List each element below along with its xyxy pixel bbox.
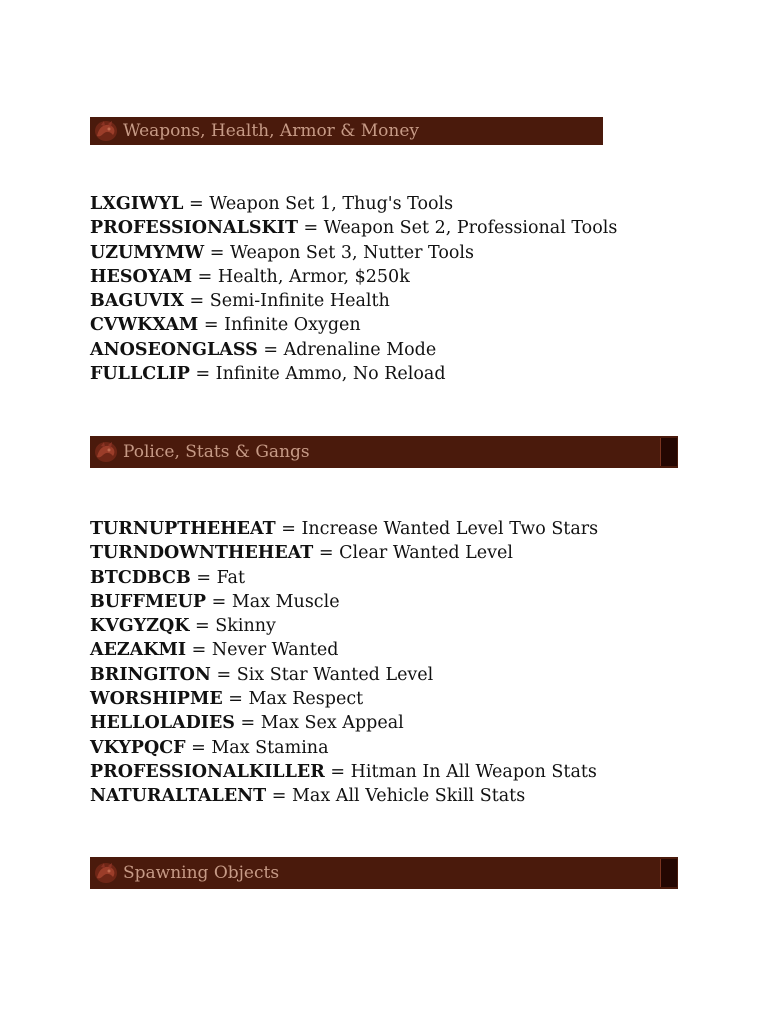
cheat-separator: = xyxy=(234,713,261,734)
cheat-effect: Fat xyxy=(216,567,245,588)
cheat-item xyxy=(90,338,617,362)
cheat-item xyxy=(90,241,617,265)
cheat-separator: = xyxy=(204,242,230,263)
cheat-item xyxy=(90,663,598,687)
cheat-item xyxy=(90,614,598,638)
cheat-separator: = xyxy=(185,737,212,758)
cheat-separator: = xyxy=(198,315,225,336)
cheat-separator: = xyxy=(190,567,217,588)
bar-end-cap xyxy=(660,859,677,887)
cheat-effect: Infinite Oxygen xyxy=(224,315,361,336)
cheat-effect: Increase Wanted Level Two Stars xyxy=(301,519,599,539)
cheat-code: CVWKXAM xyxy=(90,315,199,336)
cheat-code: HELLOLADIES xyxy=(90,713,235,734)
cheat-effect: Skinny xyxy=(215,616,276,637)
cheat-separator: = xyxy=(266,786,293,807)
dragon-emblem-icon xyxy=(91,439,121,465)
cheat-code: FULLCLIP xyxy=(90,364,190,385)
cheat-item xyxy=(90,590,598,614)
bar-end-cap xyxy=(660,438,677,466)
cheat-item xyxy=(90,192,617,216)
cheat-code: AEZAKMI xyxy=(90,640,187,661)
cheat-effect: Health, Armor, $250k xyxy=(217,266,410,287)
cheat-item xyxy=(90,736,598,760)
cheat-effect: Max Muscle xyxy=(231,591,340,612)
section-header-weapons xyxy=(90,117,603,145)
cheat-code: PROFESSIONALKILLER xyxy=(90,761,325,782)
cheat-separator: = xyxy=(313,543,340,564)
section-header-police xyxy=(90,436,678,468)
cheat-separator: = xyxy=(186,640,212,661)
cheat-item xyxy=(90,289,617,313)
cheat-list-weapons xyxy=(90,192,617,386)
cheat-item xyxy=(90,711,598,735)
cheat-code: WORSHIPME xyxy=(90,689,223,710)
cheat-effect: Six Star Wanted Level xyxy=(236,664,434,685)
cheat-effect: Max Stamina xyxy=(211,737,329,758)
section-header-spawning xyxy=(90,857,678,889)
cheat-item xyxy=(90,784,598,808)
cheat-separator: = xyxy=(183,194,210,214)
cheat-code: ANOSEONGLASS xyxy=(90,339,258,360)
cheat-item xyxy=(90,216,617,240)
section-title: Spawning Objects xyxy=(123,863,280,883)
cheat-item xyxy=(90,313,617,337)
cheat-effect: Infinite Ammo, No Reload xyxy=(215,364,446,385)
dragon-emblem-icon xyxy=(91,118,121,144)
cheat-effect: Semi-Infinite Health xyxy=(209,291,390,312)
cheat-code: PROFESSIONALSKIT xyxy=(90,218,298,239)
section-title: Police, Stats & Gangs xyxy=(123,442,310,462)
section-title: Weapons, Health, Armor & Money xyxy=(123,121,420,141)
cheat-separator: = xyxy=(210,664,237,685)
cheat-code: VKYPQCF xyxy=(90,737,186,758)
cheat-effect: Max Sex Appeal xyxy=(260,713,404,734)
cheat-item xyxy=(90,566,598,590)
cheat-code: UZUMYMW xyxy=(90,242,205,263)
cheat-code: HESOYAM xyxy=(90,266,193,287)
cheat-item xyxy=(90,760,598,784)
cheat-separator: = xyxy=(297,218,324,239)
cheat-separator: = xyxy=(222,689,249,710)
cheat-separator: = xyxy=(206,591,232,612)
cheat-item xyxy=(90,687,598,711)
cheat-separator: = xyxy=(324,761,351,782)
cheat-separator: = xyxy=(275,519,302,539)
cheat-effect: Weapon Set 1, Thug's Tools xyxy=(209,194,454,214)
cheat-effect: Adrenaline Mode xyxy=(283,339,437,360)
cheat-item xyxy=(90,541,598,565)
cheat-effect: Never Wanted xyxy=(211,640,339,661)
cheat-effect: Weapon Set 2, Professional Tools xyxy=(323,218,618,239)
cheat-code: BRINGITON xyxy=(90,664,211,685)
cheat-effect: Max All Vehicle Skill Stats xyxy=(292,786,526,807)
cheat-separator: = xyxy=(192,266,218,287)
cheat-effect: Weapon Set 3, Nutter Tools xyxy=(229,242,475,263)
cheat-separator: = xyxy=(183,291,210,312)
cheat-code: LXGIWYL xyxy=(90,194,184,214)
cheat-separator: = xyxy=(257,339,284,360)
cheat-item xyxy=(90,265,617,289)
cheat-code: BAGUVIX xyxy=(90,291,184,312)
cheat-item xyxy=(90,517,598,541)
cheat-effect: Hitman In All Weapon Stats xyxy=(350,761,597,782)
cheat-separator: = xyxy=(189,364,216,385)
cheat-list-police xyxy=(90,517,598,809)
cheat-item xyxy=(90,638,598,662)
cheat-code: KVGYZQK xyxy=(90,616,190,637)
cheat-code: TURNUPTHEHEAT xyxy=(90,519,276,539)
cheat-code: BTCDBCB xyxy=(90,567,191,588)
cheat-separator: = xyxy=(189,616,216,637)
dragon-emblem-icon xyxy=(91,860,121,886)
cheat-item xyxy=(90,362,617,386)
cheat-effect: Clear Wanted Level xyxy=(339,543,513,564)
cheat-code: BUFFMEUP xyxy=(90,591,207,612)
cheat-code: NATURALTALENT xyxy=(90,786,267,807)
cheat-effect: Max Respect xyxy=(248,689,364,710)
cheat-code: TURNDOWNTHEHEAT xyxy=(90,543,314,564)
